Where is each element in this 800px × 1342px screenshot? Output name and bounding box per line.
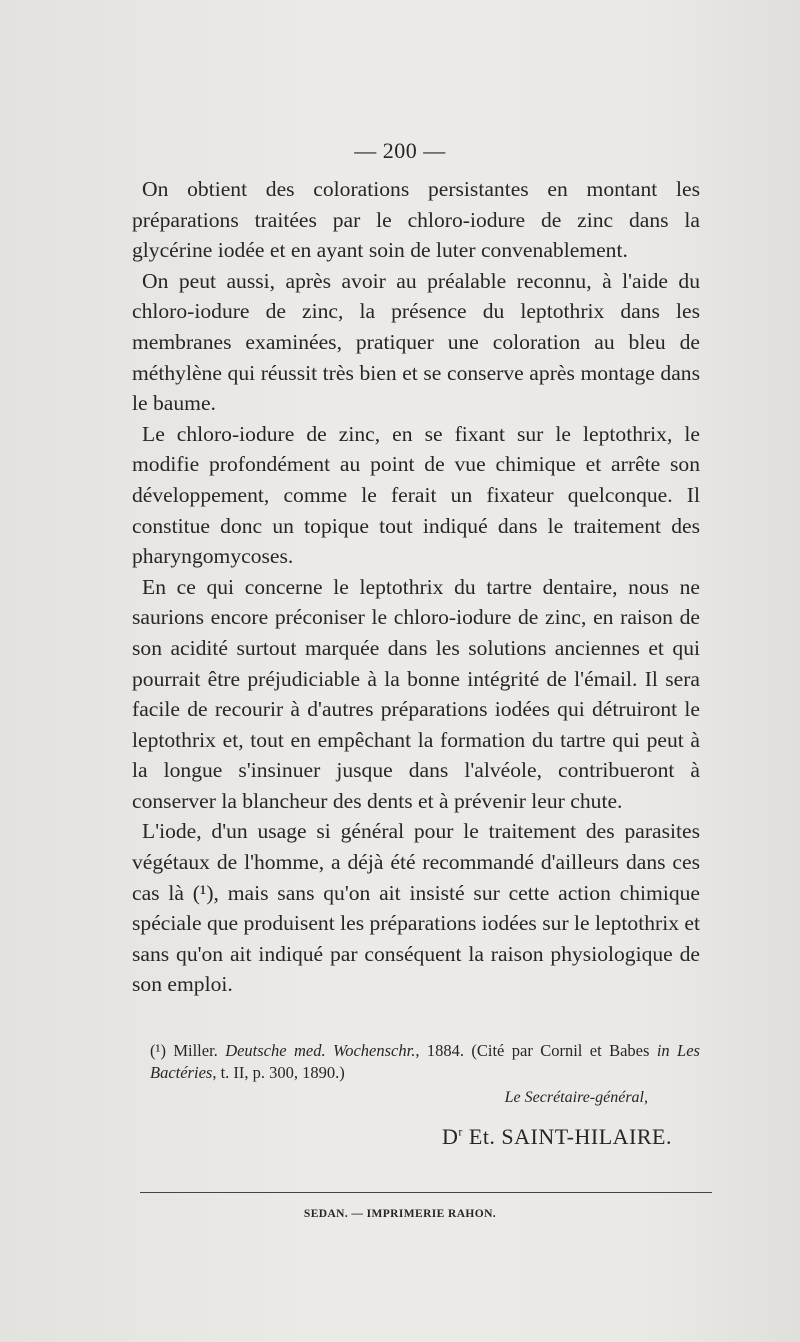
paragraph-4: En ce qui concerne le leptothrix du tartre dentaire, nous ne saurions encore préconiser le chloro-iodure de zinc, en raison de son acidité surtout marquée dans les solutions anciennes et qui pourrait être préjudiciable à la bonne intégrité de l'émail. Il sera facile de recourir à d'autres préparations iodées qui détruiront le leptothrix et, tout en empêchant la formation du tartre qui peut à la longue s'insinuer jusque dans l'alvéole, contribueront à conserver la blancheur des dents et à prévenir leur chute.: [132, 574, 700, 813]
footnote-citation: , 1884. (Cité par Cornil et Babes: [415, 1041, 657, 1060]
footer-rule: [140, 1192, 712, 1193]
signature-name: Et. SAINT-HILAIRE.: [462, 1124, 672, 1149]
footnote-tail: , t. II, p. 300, 1890.): [212, 1063, 345, 1082]
footnote: [150, 1040, 700, 1084]
paragraph-1: On obtient des colorations persistantes en montant les préparations traitées par le chloro-iodure de zinc dans la glycérine iodée et en ayant soin de luter convenablement.: [132, 177, 700, 263]
footnote-in-label: in Les Bactéries: [150, 1041, 700, 1082]
paragraph-5: L'iode, d'un usage si général pour le traitement des parasites végétaux de l'homme, a déjà été recommandé d'ailleurs dans ces cas là (¹), mais sans qu'on ait insisté sur cette action chimique spéciale que produisent les préparations iodées sur le leptothrix et sans qu'on ait indiqué par conséquent la raison physiologique de son emploi.: [132, 819, 700, 997]
paragraph-2: On peut aussi, après avoir au préalable reconnu, à l'aide du chloro-iodure de zinc, la présence du leptothrix dans les membranes examinées, pratiquer une coloration au bleu de méthylène qui réussit très bien et se conserve après montage dans le baume.: [132, 268, 700, 416]
signature-prefix: D: [441, 1124, 459, 1149]
signature-sup: r: [458, 1124, 463, 1139]
footnote-marker: (¹): [150, 1041, 166, 1060]
printer-imprint: SEDAN. — IMPRIMERIE RAHON.: [303, 1208, 497, 1220]
footnote-author: Miller.: [165, 1041, 226, 1060]
body-text: [132, 174, 700, 1000]
signature: [442, 1124, 672, 1150]
footnote-journal: Deutsche med. Wochenschr.: [225, 1041, 416, 1060]
secretary-label: Le Secrétaire-général,: [504, 1089, 648, 1106]
paragraph-3: Le chloro-iodure de zinc, en se fixant sur le leptothrix, le modifie profondément au point de vue chimique et arrête son développement, comme le ferait un fixateur quelconque. Il constitue donc un topique tout indiqué dans le traitement des pharyngomycoses.: [132, 421, 700, 569]
page-number: — 200 —: [354, 138, 446, 163]
